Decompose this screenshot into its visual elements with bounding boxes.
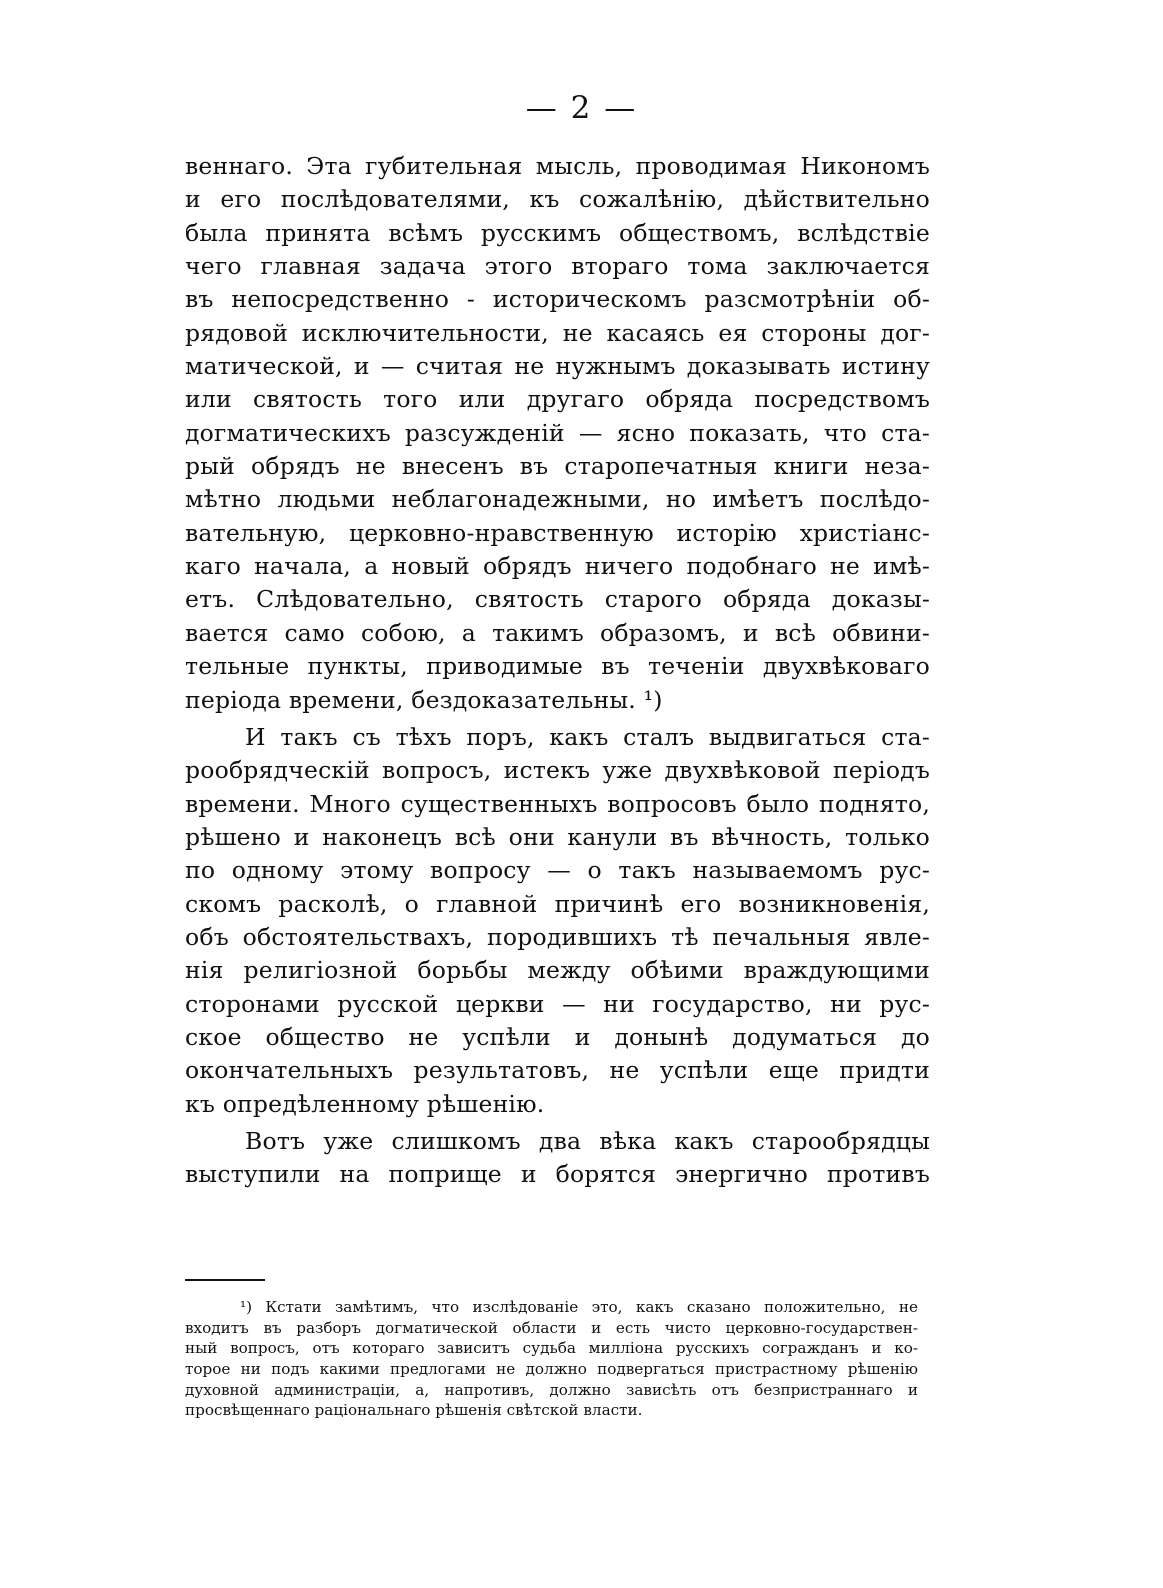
text-line: догматическихъ разсужденій — ясно показать, что ста- xyxy=(185,418,930,447)
text-line: вается само собою, а такимъ образомъ, и всѣ обвини- xyxy=(185,618,930,647)
text-line: времени. Много существенныхъ вопросовъ было поднято, xyxy=(185,789,930,818)
footnote-line: духовной администраціи, а, напротивъ, должно зависѣть отъ безпристраннаго и xyxy=(185,1380,918,1399)
footnote-line: торое ни подъ какими предлогами не должно подвергаться пристрастному рѣшенію xyxy=(185,1360,918,1379)
text-line: мѣтно людьми неблагонадежными, но имѣетъ послѣдо- xyxy=(185,485,930,514)
footnote-line: ный вопросъ, отъ котораго зависитъ судьба милліона русскихъ согражданъ и ко- xyxy=(185,1339,918,1358)
text-line: вательную, церковно-нравственную исторію христіанс- xyxy=(185,518,930,547)
text-line: Вотъ уже слишкомъ два вѣка какъ старообрядцы xyxy=(245,1126,930,1155)
text-line: періода времени, бездоказательны. ¹) xyxy=(185,685,663,714)
footnote-line: просвѣщеннаго раціональнаго рѣшенія свѣтской власти. xyxy=(185,1401,643,1420)
text-line: рядовой исключительности, не касаясь ея стороны дог- xyxy=(185,318,930,347)
page-number: — 2 — xyxy=(525,90,638,126)
text-line: тельные пункты, приводимые въ теченіи двухвѣковаго xyxy=(185,652,930,681)
footnote-line: входитъ въ разборъ догматической области и есть чисто церковно-государствен- xyxy=(185,1318,918,1337)
text-line: матической, и — считая не нужнымъ доказывать истину xyxy=(185,352,930,381)
text-line: сторонами русской церкви — ни государство, ни рус- xyxy=(185,989,930,1018)
text-line: окончательныхъ результатовъ, не успѣли еще придти xyxy=(185,1056,930,1085)
footnotes xyxy=(185,1297,918,1421)
text-line: въ непосредственно - историческомъ разсмотрѣніи об- xyxy=(185,285,930,314)
footnote-line: ¹) Кстати замѣтимъ, что изслѣдованіе это, какъ сказано положительно, не xyxy=(240,1298,918,1316)
text-line: нія религіозной борьбы между обѣими враждующими xyxy=(185,956,930,985)
text-line: была принята всѣмъ русскимъ обществомъ, вслѣдствіе xyxy=(185,218,930,247)
text-line: скомъ расколѣ, о главной причинѣ его возникновенія, xyxy=(185,889,930,918)
text-line: или святость того или другаго обряда посредствомъ xyxy=(185,385,930,414)
text-line: къ опредѣленному рѣшенію. xyxy=(185,1089,545,1118)
text-line: рѣшено и наконецъ всѣ они канули въ вѣчность, только xyxy=(185,822,930,851)
text-line: И такъ съ тѣхъ поръ, какъ сталъ выдвигаться ста- xyxy=(245,722,930,751)
main-text xyxy=(185,150,930,1192)
text-line: етъ. Слѣдовательно, святость старого обряда доказы- xyxy=(185,585,930,614)
text-line: по одному этому вопросу — о такъ называемомъ рус- xyxy=(185,856,930,885)
footnote-separator xyxy=(185,1279,265,1281)
text-line: и его послѣдователями, къ сожалѣнію, дѣйствительно xyxy=(185,185,930,214)
text-line: ское общество не успѣли и донынѣ додуматься до xyxy=(185,1022,930,1051)
text-line: рый обрядъ не внесенъ въ старопечатныя книги неза- xyxy=(185,452,930,481)
text-line: рообрядческій вопросъ, истекъ уже двухвѣковой періодъ xyxy=(185,756,930,785)
text-line: каго начала, а новый обрядъ ничего подобнаго не имѣ- xyxy=(185,552,930,581)
text-line: чего главная задача этого втораго тома заключается xyxy=(185,252,930,281)
text-line: выступили на поприще и борятся энергично противъ xyxy=(185,1160,930,1189)
text-line: объ обстоятельствахъ, породившихъ тѣ печальныя явле- xyxy=(185,922,930,951)
text-line: веннаго. Эта губительная мысль, проводимая Никономъ xyxy=(185,152,930,180)
